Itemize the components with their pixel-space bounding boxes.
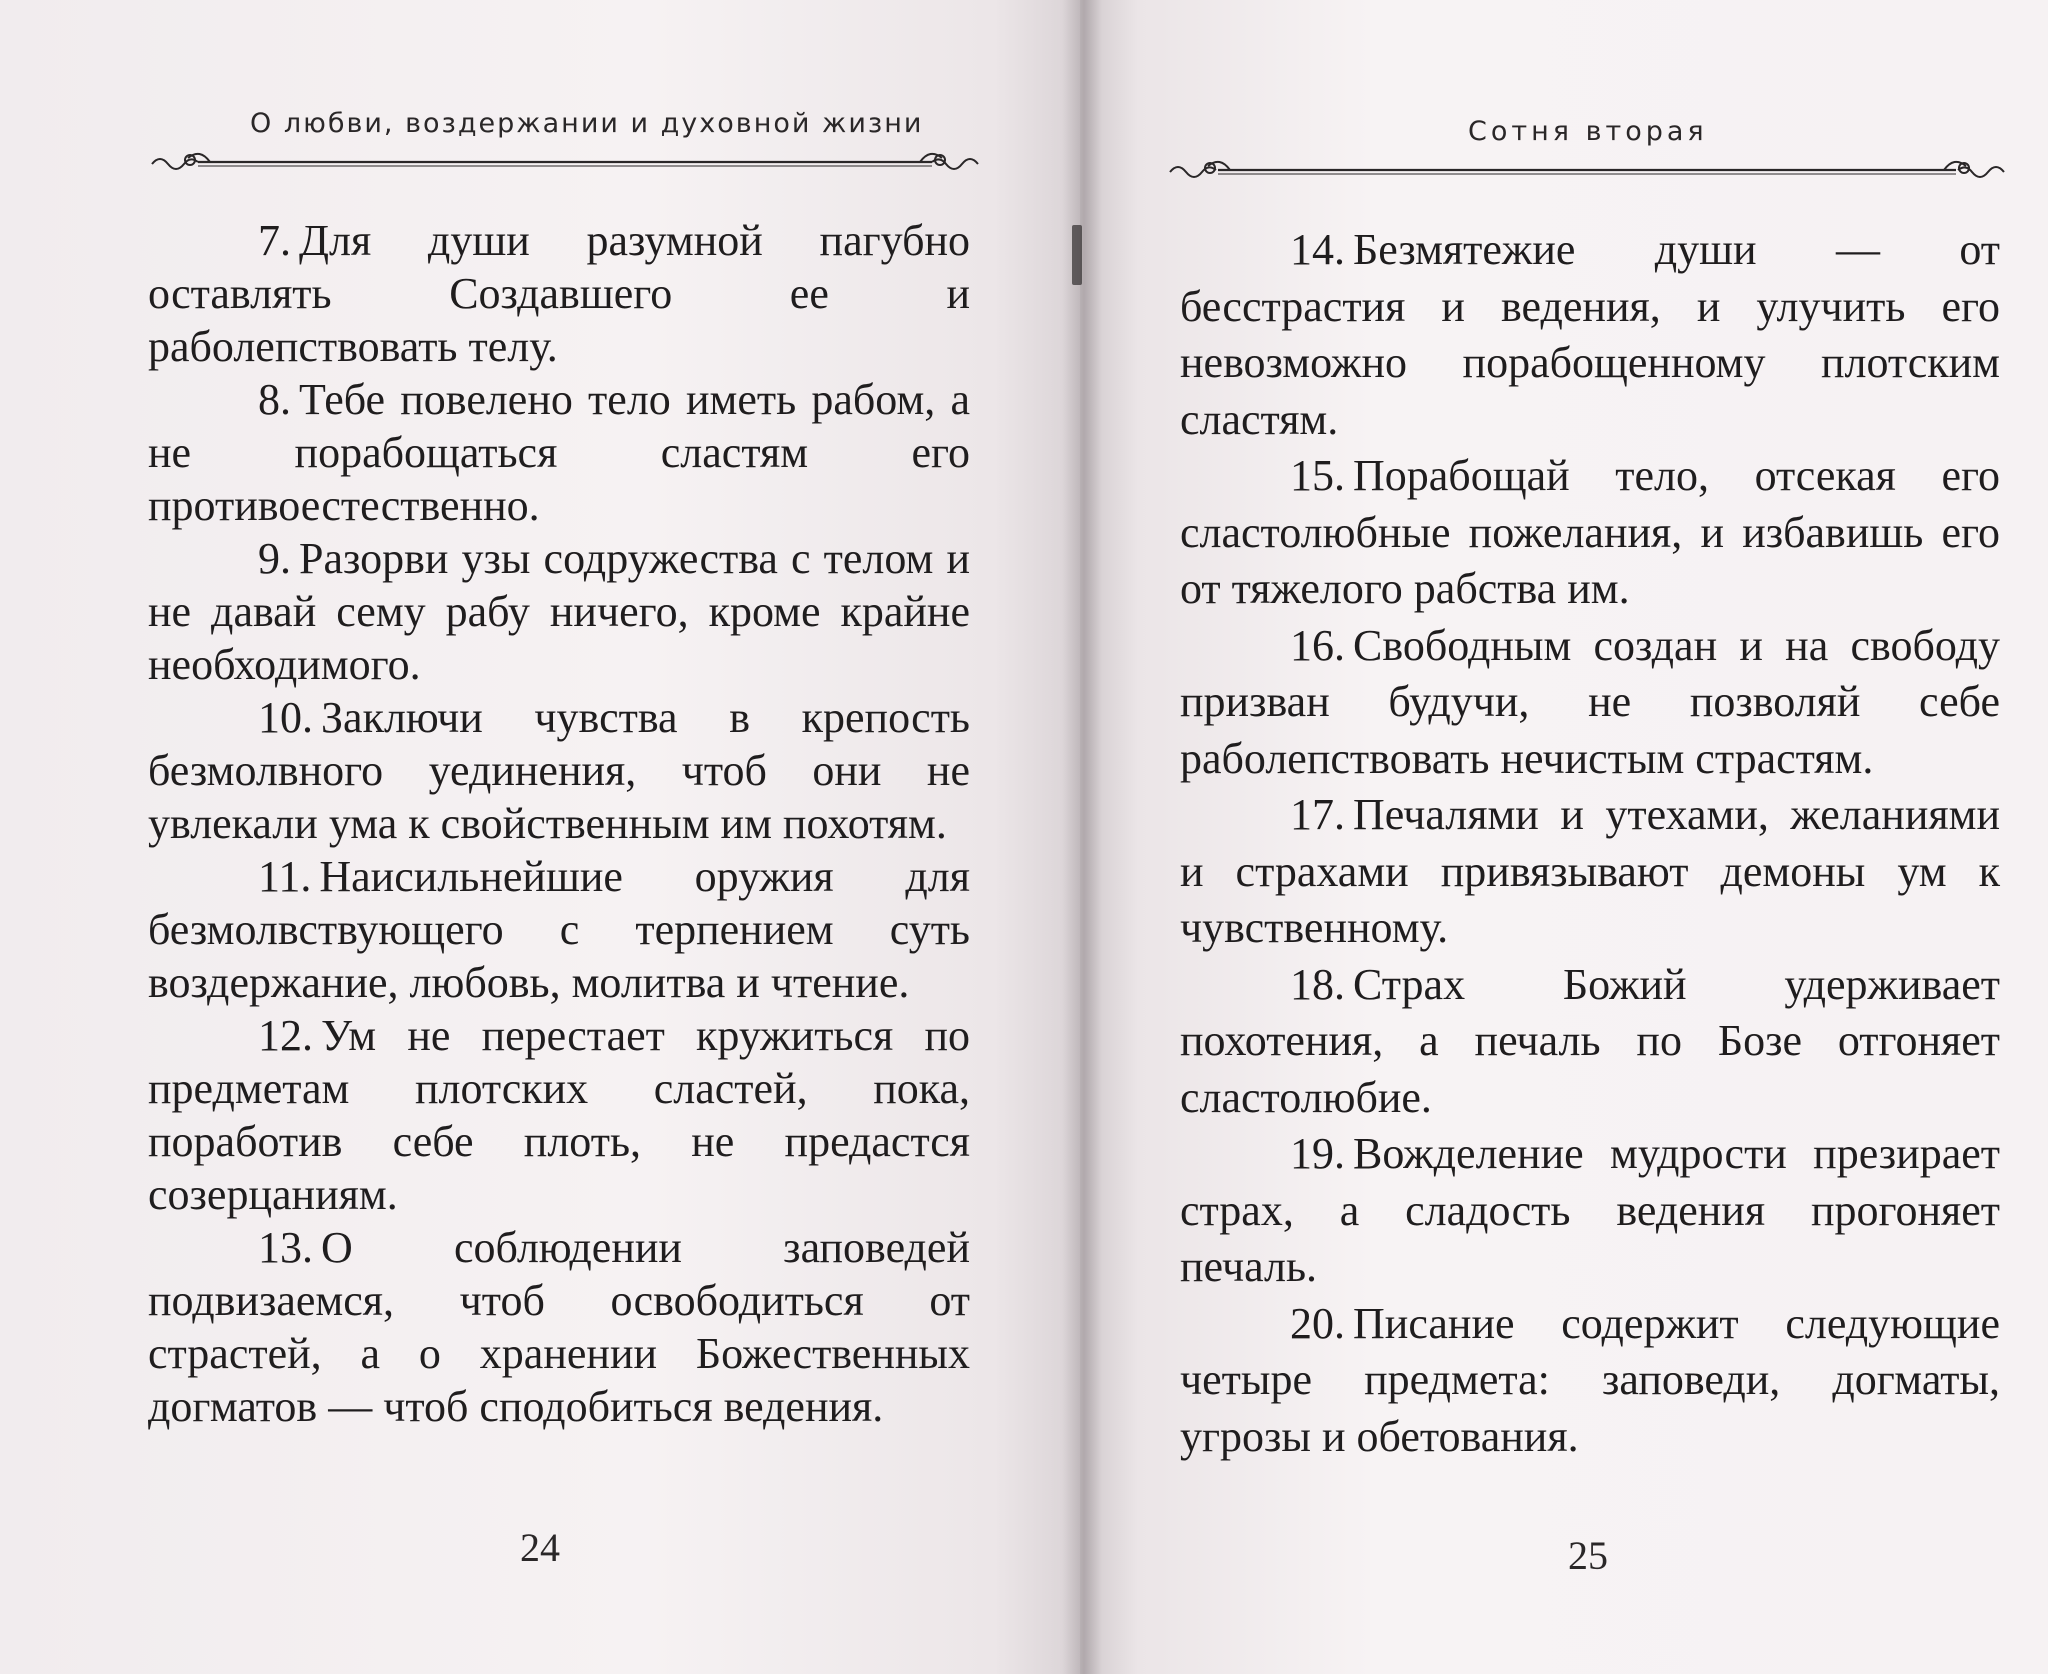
paragraph — [148, 691, 970, 850]
paragraph — [148, 373, 970, 532]
paragraph-text: Безмятежие души — от бесстрастия и ведения, и улучить его невозможно порабощенному плотским сластям. — [1180, 225, 2000, 444]
paragraph-text: Тебе повелено тело иметь рабом, а не порабощаться сластям его противоестественно. — [148, 375, 970, 530]
paragraph-number: 15. — [1290, 451, 1345, 500]
paragraph-number: 17. — [1290, 790, 1345, 839]
flourish-rule-icon — [1168, 148, 2006, 188]
paragraph-text: Свободным создан и на свободу призван будучи, не позволяй себе раболепствовать нечистым страстям. — [1180, 620, 2000, 783]
paragraph-text: Заключи чувства в крепость безмолвного уединения, чтоб они не увлекали ума к свойственным им похотям. — [148, 693, 970, 848]
right-body-text — [1180, 222, 2000, 1465]
paragraph-text: Вожделение мудрости презирает страх, а сладость ведения прогоняет печаль. — [1180, 1129, 2000, 1291]
paragraph-number: 10. — [258, 693, 313, 742]
binding-mark — [1072, 225, 1082, 285]
paragraph-text: О соблюдении заповедей подвизаемся, чтоб освободиться от страстей, а о хранении Божественных догматов — чтоб сподобиться ведения. — [148, 1223, 970, 1431]
paragraph-number: 19. — [1290, 1129, 1345, 1178]
paragraph-text: Порабощай тело, отсекая его сластолюбные пожелания, и избавишь его от тяжелого рабства им. — [1180, 451, 2000, 613]
paragraph-number: 20. — [1290, 1298, 1345, 1348]
paragraph — [148, 1221, 970, 1433]
left-body-text — [148, 214, 970, 1433]
paragraph — [1180, 957, 2000, 1127]
paragraph — [148, 850, 970, 1009]
paragraph-text: Писание содержит следующие четыре предмета: заповеди, догматы, угрозы и обетования. — [1180, 1298, 2000, 1461]
paragraph — [148, 214, 970, 373]
paragraph — [1180, 618, 2000, 788]
running-head-right: Сотня вторая — [1468, 116, 1708, 147]
paragraph-number: 12. — [258, 1011, 313, 1060]
paragraph-number: 9. — [258, 534, 291, 583]
paragraph-text: Разорви узы содружества с телом и не давай сему рабу ничего, кроме крайне необходимого. — [148, 534, 970, 689]
paragraph-text: Для души разумной пагубно оставлять Создавшего ее и раболепствовать телу. — [148, 216, 970, 371]
paragraph — [1180, 1296, 2000, 1466]
paragraph — [1180, 787, 2000, 957]
paragraph — [148, 1009, 970, 1221]
paragraph-text: Печалями и утехами, желаниями и страхами привязывают демоны ум к чувственному. — [1180, 790, 2000, 952]
paragraph-number: 7. — [258, 216, 291, 265]
paragraph-number: 18. — [1290, 959, 1345, 1009]
paragraph-number: 8. — [258, 375, 291, 424]
paragraph — [148, 532, 970, 691]
paragraph-number: 11. — [258, 852, 312, 901]
paragraph-number: 13. — [258, 1223, 313, 1272]
paragraph — [1180, 448, 2000, 618]
flourish-rule-icon — [150, 140, 980, 180]
paragraph-number: 14. — [1290, 225, 1345, 274]
paragraph-text: Страх Божий удерживает похотения, а печаль по Бозе отгоняет сластолюбие. — [1180, 959, 2000, 1122]
paragraph — [1180, 222, 2000, 448]
paragraph-number: 16. — [1290, 620, 1345, 670]
paragraph-text: Наисильнейшие оружия для безмолвствующего с терпением суть воздержание, любовь, молитва и чтение. — [148, 852, 970, 1007]
paragraph — [1180, 1126, 2000, 1296]
page-number-right: 25 — [1568, 1533, 1608, 1578]
paragraph-text: Ум не перестает кружиться по предметам плотских сластей, пока, поработив себе плоть, не предастся созерцаниям. — [148, 1011, 970, 1219]
right-page — [1080, 0, 2048, 1674]
running-head-left: О любви, воздержании и духовной жизни — [250, 108, 924, 139]
book-gutter — [1062, 0, 1102, 1674]
page-number-left: 24 — [520, 1525, 560, 1570]
